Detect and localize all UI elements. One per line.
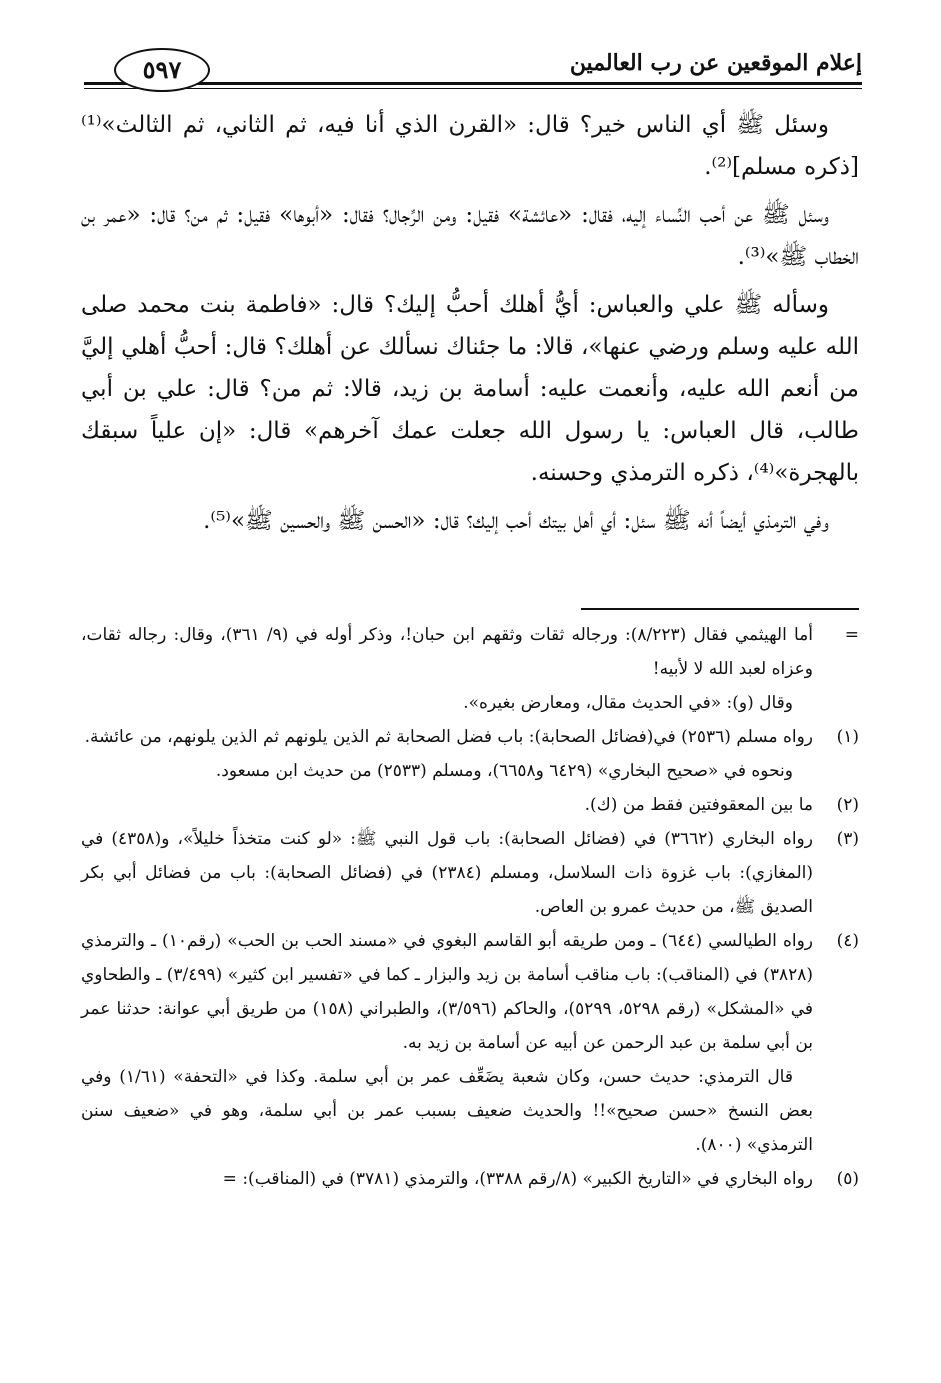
continuation-marker: = (844, 625, 859, 645)
footnote-text: قال الترمذي: حديث حسن، وكان شعبة يضَعِّف عمر بن أبي سلمة. وكذا في «التحفة» (١/٦١) وفي بعض النسخ «حسن صحيح»!! والحديث ضعيف بسبب عمر بن أبي سلمة، وهو في «ضعيف سنن الترمذي» (٨٠٠). (81, 1067, 813, 1155)
footnote-number: (٥) (836, 1169, 859, 1189)
paragraph: وسأله ﷺ علي والعباس: أيُّ أهلك أحبُّ إليك؟ قال: «فاطمة بنت محمد صلى الله عليه وسلم ورضي عنها»، قالا: ما جئناك نسألك عن أهلك؟ قال: أحبُّ أهلي إليَّ من أنعم الله عليه، وأنعمت عليه: أسامة بن زيد، قالا: ثم من؟ قال: علي بن أبي طالب، قال العباس: يا رسول الله جعلت عمك آخرهم» قال: «إن علياً سبقك بالهجرة»⁽⁴⁾، ذكره الترمذي وحسنه. (81, 292, 859, 486)
footnote-text: وقال (و): «في الحديث مقال، ومعارض بغيره». (463, 693, 793, 713)
footnote-text-body: رواه البخاري في «التاريخ الكبير» (٨/رقم ٣٣٨٨)، والترمذي (٣٧٨١) في (المناقب): (242, 1169, 813, 1189)
footnote-item (81, 788, 859, 822)
page-number: ٥٩٧ (114, 48, 210, 92)
footnote-text: ما بين المعقوفتين فقط من (ك). (584, 795, 813, 815)
paragraph: وسئل ﷺ أي الناس خير؟ قال: «القرن الذي أنا فيه، ثم الثاني، ثم الثالث»⁽¹⁾ [ذكره مسلم]⁽²⁾. (81, 112, 859, 180)
page-header (84, 40, 862, 100)
footnote-item (81, 720, 859, 788)
header-rule-thin (84, 88, 862, 89)
footnote-number: (٣) (836, 829, 859, 849)
book-title: إعلام الموقعين عن رب العالمين (569, 50, 862, 76)
paragraph: وفي الترمذي أيضاً أنه ﷺ سئل: أي أهل بيتك أحب إليك؟ قال: «الحسن ﷺ والحسين ﷺ»⁽⁵⁾. (203, 508, 829, 534)
footnote-number: (١) (836, 727, 859, 747)
footnote-text: رواه البخاري (٣٦٦٢) في (فضائل الصحابة): باب قول النبي ﷺ: «لو كنت متخذاً خليلاً»، و(٤٣٥٨) في (المغازي): باب غزوة ذات السلاسل، ومسلم (٢٣٨٤) في (فضائل الصحابة): باب من فضائل أبي بكر الصديق ﷺ، من حديث عمرو بن العاص. (81, 829, 813, 917)
paragraph: وسئل ﷺ عن أحب النِّساء إليه، فقال: «عائشة» فقيل: ومن الرِّجال؟ فقال: «أبوها» فقيل: ثم من؟ قال: «عمر بن الخطاب ﷺ»⁽³⁾. (81, 202, 859, 270)
footnote-text: رواه مسلم (٢٥٣٦) في(فضائل الصحابة): باب فضل الصحابة ثم الذين يلونهم ثم الذين يلونهم، من عائشة. (84, 727, 813, 747)
footnote-text: ونحوه في «صحيح البخاري» (٦٤٢٩ و٦٦٥٨)، ومسلم (٢٥٣٣) من حديث ابن مسعود. (215, 761, 793, 781)
footnote-text: رواه الطيالسي (٦٤٤) ـ ومن طريقه أبو القاسم البغوي في «مسند الحب بن الحب» (رقم١٠) ـ والترمذي (٣٨٢٨) في (المناقب): باب مناقب أسامة بن زيد والبزار ـ كما في «تفسير ابن كثير» (٣/٤٩٩) ـ والطحاوي في «المشكل» (رقم ٥٢٩٨، ٥٢٩٩)، والحاكم (٣/٥٩٦)، والطبراني (١٥٨) من طريق أبي عوانة: حدثنا عمر بن أبي سلمة بن عبد الرحمن عن أبيه عن أسامة بن زيد به. (81, 931, 814, 1053)
main-text (81, 104, 859, 548)
footnote-text (81, 1162, 813, 1196)
footnote-item (81, 1162, 859, 1196)
footnotes (81, 618, 859, 1196)
footnote-separator (581, 608, 859, 610)
footnote-number: (٤) (836, 931, 859, 951)
footnote-number: (٢) (836, 795, 859, 815)
continuation-marker: = (222, 1169, 237, 1189)
footnote-text: أما الهيثمي فقال (٨/٢٢٣): ورجاله ثقات وثقهم ابن حبان!، وذكر أوله في (٩/ ٣٦١)، وقال: رجاله ثقات، وعزاه لعبد الله لا لأبيه! (81, 625, 813, 679)
footnote-item (81, 822, 859, 924)
footnote-continuation (81, 618, 859, 720)
footnote-item (81, 924, 859, 1162)
